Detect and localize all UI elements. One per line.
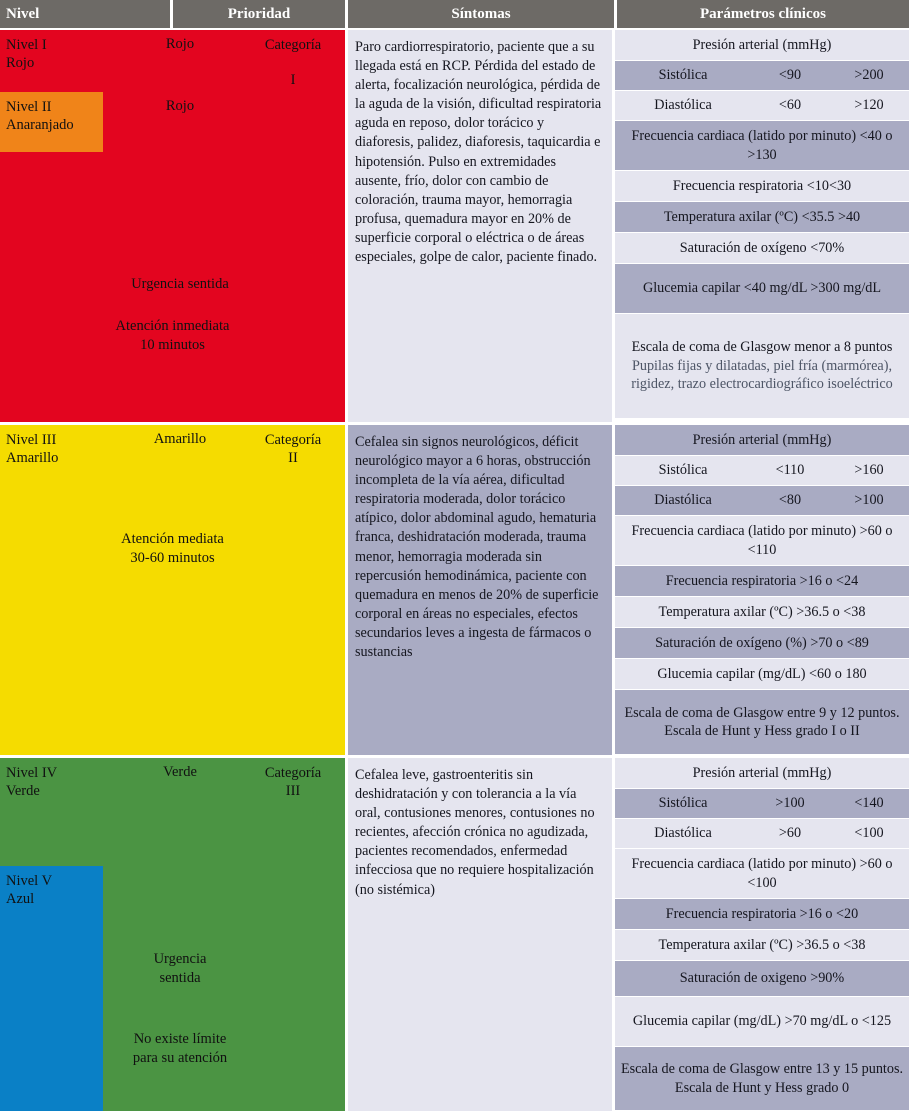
param-row: Glucemia capilar (mg/dL) <60 o 180 [615,659,909,690]
level-2-color: Anaranjado [6,117,74,134]
param-row: Frecuencia cardiaca (latido por minuto) >60 o <110 [615,516,909,566]
level-3-category [247,431,339,467]
level-1-attention-line1: Atención inmediata [115,318,230,334]
param-label: Sistólica [658,462,708,479]
level-4-attention-note [30,1030,330,1068]
param-value-high: >100 [854,492,884,509]
level-1-priority-color: Rojo [165,36,195,52]
level-4-parameters-cell [615,758,909,1111]
level-3-priority-panel [0,425,345,755]
level-4-priority-color: Verde [163,764,197,780]
param-row [615,819,909,849]
param-row [615,456,909,486]
level-3-attention-line1: Atención mediata [121,531,224,547]
param-value-high: <100 [854,825,884,842]
param-row [615,91,909,121]
level-1-category-label: Categoría [264,37,322,53]
param-row: Temperatura axilar (ºC) >36.5 o <38 [615,597,909,628]
level-5-chip [0,866,103,1111]
level-4-urgency-line1: Urgencia [153,951,207,967]
level-1-priority-panel [0,30,345,422]
param-row: Saturación de oxigeno >90% [615,961,909,997]
param-row [615,61,909,91]
level-4-name: Nivel IV [6,765,58,781]
level-4-priority-panel [0,758,345,1111]
param-row: Presión arterial (mmHg) [615,758,909,789]
level-1-urgency-note: Urgencia sentida [131,276,229,292]
level-4-symptoms-cell: Cefalea leve, gastroenteritis sin deshidratación y con tolerancia a la vía oral, contusiones menores, contusiones no recientes, afección crónica no agudizada, pacientes recomendados, enfermedad infecciosa que no requiere hospitalización (no sistémica) [348,758,612,1111]
param-row: Saturación de oxígeno (%) >70 o <89 [615,628,909,659]
param-row: Escala de coma de Glasgow entre 9 y 12 puntos. Escala de Hunt y Hess grado I o II [615,690,909,755]
param-value-low: <110 [775,462,805,479]
param-row [615,789,909,819]
param-value-low: <60 [778,97,802,114]
level-3-name: Nivel III [6,432,57,448]
param-sub-text: Pupilas fijas y dilatadas, piel fría (marmórea), rigidez, trazo electrocardiográfico isoeléctrico [631,357,893,393]
param-value-low: <90 [778,67,802,84]
column-header-sintomas: Síntomas [348,0,614,28]
param-row: Glucemia capilar (mg/dL) >70 mg/dL o <125 [615,997,909,1047]
param-main-text: Escala de coma de Glasgow menor a 8 puntos Pupilas fijas y dilatadas, piel fría (marmórea), rigidez, trazo electrocardiográfico isoeléctrico [619,338,905,393]
level-3-attention-note [0,530,345,568]
level-3-parameters-cell [615,425,909,755]
param-value-low: >100 [775,795,805,812]
level-3-category-roman: II [288,450,298,467]
level-1-chip [0,30,103,92]
level-2-priority-color: Rojo [165,98,195,114]
param-label: Sistólica [658,67,708,84]
level-4-chip [0,758,103,820]
level-3-category-label: Categoría [264,432,322,448]
level-5-name: Nivel V [6,873,53,889]
column-header-nivel: Nivel [0,0,170,28]
param-row: Temperatura axilar (ºC) <35.5 >40 [615,202,909,233]
column-header-parametros: Parámetros clínicos [617,0,909,28]
param-label: Diastólica [654,492,712,509]
param-value-high: >200 [854,67,884,84]
param-value-high: >120 [854,97,884,114]
level-4-category [247,764,339,800]
table-header-row [0,0,909,30]
level-1-color: Rojo [6,55,35,72]
level-4-attention-line1: No existe límite [133,1031,227,1047]
table-body [0,30,909,1111]
param-row: Frecuencia cardiaca (latido por minuto) >60 o <100 [615,849,909,899]
param-row: Frecuencia respiratoria <10<30 [615,171,909,202]
level-4-urgency-note [30,950,330,988]
param-row: Frecuencia cardiaca (latido por minuto) <40 o >130 [615,121,909,171]
column-header-prioridad: Prioridad [173,0,345,28]
level-3-chip [0,425,64,468]
param-label: Sistólica [658,795,708,812]
param-row: Glucemia capilar <40 mg/dL >300 mg/dL [615,264,909,314]
level-3-priority-color: Amarillo [153,431,207,447]
param-row: Saturación de oxígeno <70% [615,233,909,264]
param-value-high: <140 [854,795,884,812]
param-value-low: <80 [778,492,802,509]
level-4-color: Verde [6,783,40,800]
level-2-name: Nivel II [6,99,52,115]
level-5-color: Azul [6,891,35,908]
level-4-category-label: Categoría [264,765,322,781]
param-row: Frecuencia respiratoria >16 o <20 [615,899,909,930]
param-value-low: >60 [778,825,802,842]
param-label: Diastólica [654,97,712,114]
param-label: Diastólica [654,825,712,842]
level-4-attention-line2: para su atención [132,1050,228,1067]
param-row [615,314,909,419]
level-1-symptoms-cell: Paro cardiorrespiratorio, paciente que a su llegada está en RCP. Pérdida del estado de alerta, focalización neurológica, pérdida de la aguda de la visión, dificultad respiratoria aguda en reposo, dolor torácico y diaforesis, palidez, diaforesis, taquicardia e hipotensión. Pulso en extremidades ausente, frío, dolor con cambio de coloración, trauma mayor, hemorragia profusa, quemadura mayor en 20% de superficie corporal o eléctrica o de áreas especiales, golpe de calor, paciente finado. [348,30,612,422]
level-1-name: Nivel I [6,37,47,53]
level-1-parameters-cell [615,30,909,422]
param-row: Temperatura axilar (ºC) >36.5 o <38 [615,930,909,961]
level-1-category [247,36,339,89]
param-row: Presión arterial (mmHg) [615,425,909,456]
level-3-attention-line2: 30-60 minutos [130,550,215,567]
level-1-attention-line2: 10 minutos [140,337,205,354]
param-value-high: >160 [854,462,884,479]
level-4-urgency-line2: sentida [159,970,201,987]
level-1-category-roman: I [290,72,296,89]
level-2-chip [0,92,103,152]
level-4-category-roman: III [285,783,301,800]
param-row: Escala de coma de Glasgow entre 13 y 15 puntos. Escala de Hunt y Hess grado 0 [615,1047,909,1111]
param-row: Presión arterial (mmHg) [615,30,909,61]
param-row: Frecuencia respiratoria >16 o <24 [615,566,909,597]
level-3-color: Amarillo [6,450,59,467]
level-3-symptoms-cell: Cefalea sin signos neurológicos, déficit neurológico mayor a 6 horas, obstrucción incompleta de la vía aérea, dificultad respiratoria moderada, dolor torácico atípico, dolor abdominal agudo, hematuria franca, deshidratación moderada, trauma menor, hemorragia moderada sin repercusión hemodinámica, paciente con quemadura en menos de 20% de superficie corporal en áreas no especiales, efectos secundarios leves a ingesta de fármacos o sustancias [348,425,612,755]
param-row [615,486,909,516]
level-1-attention-note [0,317,345,355]
